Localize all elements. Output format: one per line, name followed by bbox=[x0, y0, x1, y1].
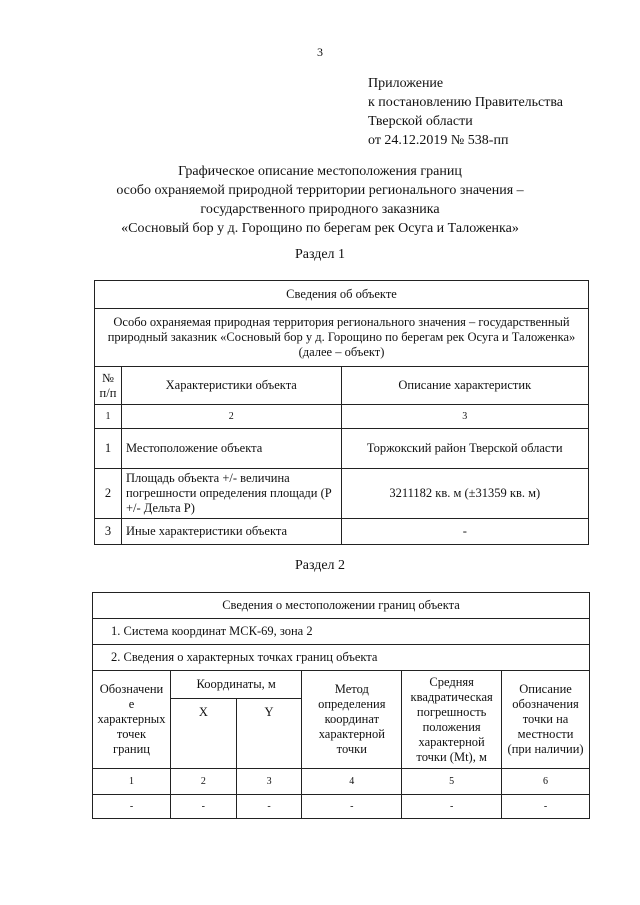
appendix-block bbox=[368, 74, 563, 150]
error-cell: - bbox=[402, 795, 502, 819]
row-value: 3211182 кв. м (±31359 кв. м) bbox=[341, 469, 588, 519]
title-line-2: особо охраняемой природной территории регионального значения – bbox=[116, 183, 524, 198]
header-y: Y bbox=[236, 699, 302, 769]
section-1-heading: Раздел 1 bbox=[294, 247, 346, 262]
title-line-3: государственного природного заказника bbox=[200, 202, 440, 217]
numbering-cell: 2 bbox=[121, 405, 341, 429]
numbering-cell: 6 bbox=[502, 769, 590, 795]
header-point-designation: Обозначени е характерных точек границ bbox=[93, 671, 171, 769]
header-error: Средняя квадратическая погрешность положения характерной точки (Mt), м bbox=[402, 671, 502, 769]
header-point-description: Описание обозначения точки на местности (при наличии) bbox=[502, 671, 590, 769]
header-number: № п/п bbox=[95, 367, 122, 405]
title-line-1: Графическое описание местоположения границ bbox=[178, 164, 462, 179]
row-characteristic: Местоположение объекта bbox=[121, 429, 341, 469]
row-characteristic: Площадь объекта +/- величина погрешности определения площади (Р +/- Дельта Р) bbox=[121, 469, 341, 519]
row-characteristic: Иные характеристики объекта bbox=[121, 519, 341, 545]
title-line-4: «Сосновый бор у д. Горощино по берегам рек Осуга и Таложенка» bbox=[121, 221, 519, 236]
numbering-cell: 4 bbox=[302, 769, 402, 795]
appendix-line-4: от 24.12.2019 № 538-пп bbox=[368, 133, 509, 148]
document-title bbox=[60, 162, 580, 238]
numbering-cell: 3 bbox=[236, 769, 302, 795]
table-row bbox=[95, 429, 589, 469]
header-method: Метод определения координат характерной точки bbox=[302, 671, 402, 769]
appendix-line-1: Приложение bbox=[368, 76, 444, 91]
row-value: - bbox=[341, 519, 588, 545]
header-characteristic: Характеристики объекта bbox=[121, 367, 341, 405]
object-info-table bbox=[94, 280, 589, 545]
numbering-cell: 5 bbox=[402, 769, 502, 795]
numbering-cell: 1 bbox=[93, 769, 171, 795]
points-info-line: 2. Сведения о характерных точках границ объекта bbox=[93, 645, 590, 671]
x-cell: - bbox=[170, 795, 236, 819]
table-row bbox=[95, 519, 589, 545]
numbering-cell: 3 bbox=[341, 405, 588, 429]
row-number: 2 bbox=[95, 469, 122, 519]
method-cell: - bbox=[302, 795, 402, 819]
appendix-line-2: к постановлению Правительства bbox=[368, 95, 564, 110]
header-description: Описание характеристик bbox=[341, 367, 588, 405]
numbering-cell: 1 bbox=[95, 405, 122, 429]
header-coordinates: Координаты, м bbox=[170, 671, 301, 699]
boundary-points-table bbox=[92, 592, 590, 819]
header-x: X bbox=[170, 699, 236, 769]
object-description: Особо охраняемая природная территория регионального значения – государственный природный заказник «Сосновый бор у д. Горощино по берегам рек Осуга и Таложенка» (далее – объект) bbox=[95, 309, 589, 367]
numbering-cell: 2 bbox=[170, 769, 236, 795]
boundary-table-title: Сведения о местоположении границ объекта bbox=[93, 593, 590, 619]
description-cell: - bbox=[502, 795, 590, 819]
row-number: 1 bbox=[95, 429, 122, 469]
object-table-title: Сведения об объекте bbox=[95, 281, 589, 309]
page-number: 3 bbox=[317, 45, 323, 59]
table-row bbox=[93, 795, 590, 819]
row-number: 3 bbox=[95, 519, 122, 545]
y-cell: - bbox=[236, 795, 302, 819]
point-cell: - bbox=[93, 795, 171, 819]
table-row bbox=[95, 469, 589, 519]
coordinate-system-line: 1. Система координат МСК-69, зона 2 bbox=[93, 619, 590, 645]
appendix-line-3: Тверской области bbox=[368, 114, 473, 129]
section-2-heading: Раздел 2 bbox=[294, 558, 346, 573]
row-value: Торжокский район Тверской области bbox=[341, 429, 588, 469]
